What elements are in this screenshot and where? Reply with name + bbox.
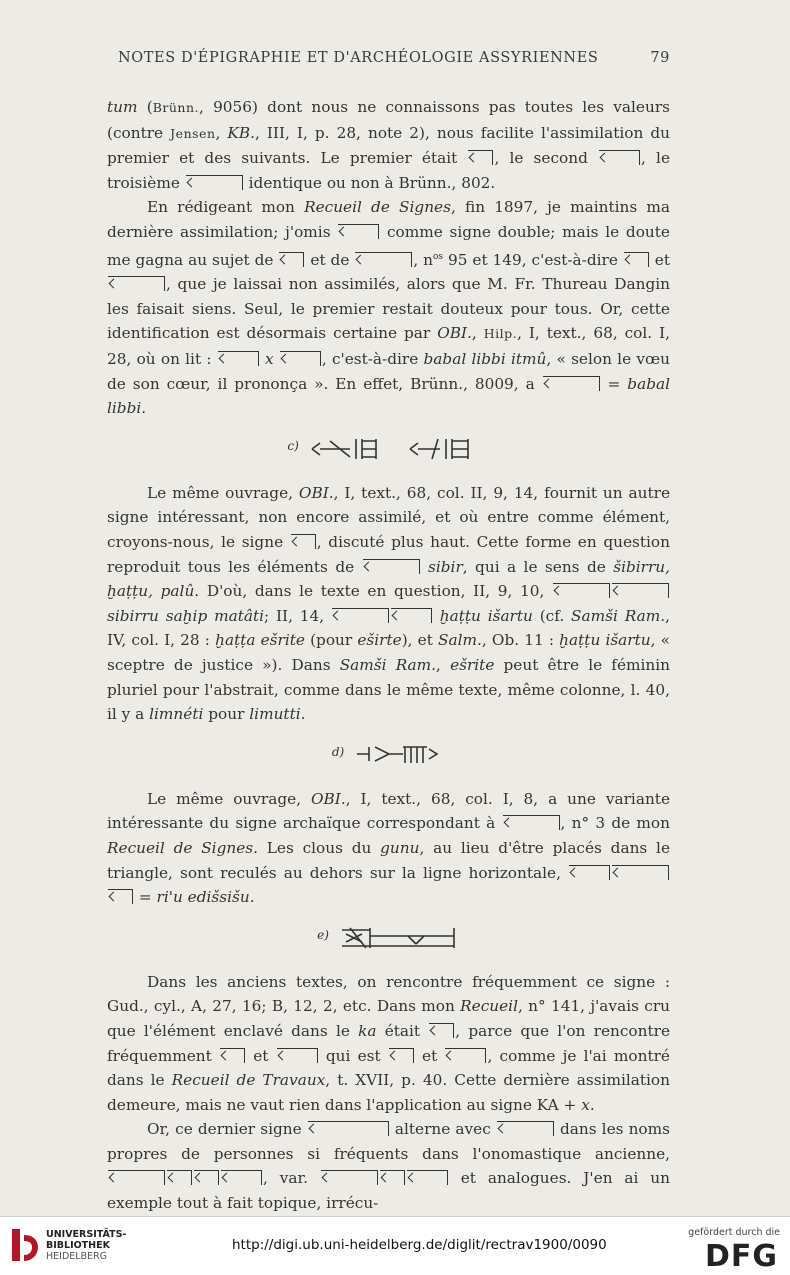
text-run: , le second	[494, 149, 599, 168]
text-run: x	[259, 350, 279, 369]
text-run: ḫaṭṭu išartu	[559, 631, 651, 650]
text-run: , « sceptre de justice »). Dans	[107, 631, 670, 674]
text-run: KB.	[227, 123, 255, 142]
cuneiform-sign	[332, 608, 389, 623]
cuneiform-sign	[321, 1170, 378, 1185]
paragraph-5	[107, 970, 670, 1118]
text-run: , qui a le sens de	[462, 557, 614, 576]
text-run: peut être le féminin pluriel pour l'abstrait, comme dans le même texte, même colonne, l. 40, il y a	[107, 655, 670, 724]
text-run: pour	[203, 705, 250, 724]
text-run: Recueil de Signes	[107, 838, 254, 857]
text-run: , var.	[263, 1169, 320, 1188]
cuneiform-sign	[612, 583, 669, 598]
sign-c-label: c)	[287, 438, 299, 453]
cuneiform-sign	[407, 1170, 448, 1185]
text-run: qui est	[318, 1046, 388, 1065]
text-run: Brünn.	[152, 100, 199, 115]
viewer-footer	[0, 1216, 790, 1275]
text-run: , n	[413, 250, 433, 269]
library-line-1: UNIVERSITÄTS-	[46, 1229, 127, 1240]
text-run: , au lieu d'être placés dans le triangle, sont reculés au dehors sur la ligne horizontale,	[107, 838, 670, 882]
sign-e	[107, 922, 670, 958]
text-run: . D'où, dans le texte en question, II, 9, 10,	[194, 582, 553, 601]
text-run: , parce que l'on rencontre fréquemment	[107, 1021, 670, 1065]
text-run: Recueil de Signes	[304, 198, 451, 217]
cuneiform-sign	[391, 608, 432, 623]
sign-e-label: e)	[317, 927, 329, 942]
cuneiform-sign	[624, 252, 649, 267]
paragraph-4	[107, 787, 670, 910]
text-run: os	[433, 251, 444, 262]
page-number: 79	[650, 50, 670, 66]
text-run: Hilp.	[483, 326, 518, 342]
text-run: ,	[436, 655, 451, 674]
text-run: x	[581, 1095, 590, 1114]
text-run: et	[246, 1046, 276, 1065]
cuneiform-sign	[553, 583, 610, 598]
text-run: , « selon le vœu de son cœur, il prononça ». En effet, Brünn., 8009, a	[107, 350, 670, 393]
text-run: Samši Ram.	[339, 655, 437, 674]
text-run: 95 et 149, c'est-à-dire	[443, 250, 623, 269]
text-run: Dans les anciens textes, on rencontre fréquemment ce signe : Gud., cyl., A, 27, 16; B, 12, 2, etc. Dans mon	[107, 972, 670, 1016]
text-run: comme signe double; mais le doute me gagna au sujet de	[107, 222, 670, 269]
library-line-2: BIBLIOTHEK	[46, 1240, 110, 1251]
text-run: , IV, col. I, 28 :	[107, 606, 670, 650]
text-run: .	[249, 888, 255, 907]
cuneiform-sign	[468, 150, 493, 165]
text-run: , 9056) dont nous ne connaissons pas toutes les valeurs (contre	[107, 98, 670, 142]
text-run: (cf.	[532, 606, 572, 625]
text-run: (	[137, 98, 153, 116]
text-run: Salm.	[438, 631, 482, 650]
cuneiform-sign	[380, 1170, 405, 1185]
text-run: identique ou non à Brünn., 802.	[243, 173, 496, 192]
text-run: dans les noms propres de personnes si fréquents dans l'onomastique ancienne,	[107, 1120, 670, 1163]
cuneiform-sign	[221, 1170, 262, 1185]
permalink-url[interactable]: http://digi.ub.uni-heidelberg.de/diglit/rectrav1900/0090	[232, 1237, 607, 1253]
cuneiform-sign	[220, 1048, 245, 1063]
cuneiform-sign	[445, 1048, 486, 1063]
text-run: était	[376, 1021, 429, 1040]
text-run: .	[589, 1095, 595, 1114]
text-run: ri'u edišsišu	[156, 888, 250, 907]
text-run: alterne avec	[389, 1120, 496, 1139]
text-run: . Les clous du	[253, 838, 381, 857]
cuneiform-sign	[612, 865, 669, 880]
text-run: et	[414, 1046, 445, 1065]
cuneiform-sign	[186, 175, 243, 190]
text-run: gunu	[380, 838, 420, 857]
text-run: =	[134, 888, 157, 907]
text-run: Recueil de Travaux	[171, 1071, 326, 1090]
cuneiform-sign	[279, 252, 304, 267]
sign-c-figure	[310, 435, 490, 457]
text-run: OBI.	[437, 324, 472, 343]
paragraph-2	[107, 195, 670, 420]
text-run: Le même ouvrage,	[147, 483, 299, 502]
text-run: ḫaṭṭa ešrite	[215, 631, 305, 650]
text-run: ka	[358, 1021, 377, 1040]
running-title: NOTES D'ÉPIGRAPHIE ET D'ARCHÉOLOGIE ASSYRIENNES	[118, 50, 599, 66]
text-run: .	[300, 705, 306, 724]
sign-d-figure	[355, 741, 445, 763]
body-text	[107, 95, 670, 1216]
text-run: , fin 1897, je maintins ma dernière assimilation; j'omis	[107, 198, 670, 241]
text-run: ), et	[401, 631, 439, 650]
text-run: Recueil	[460, 997, 518, 1016]
text-run: , t. XVII, p. 40. Cette dernière assimilation demeure, mais ne vaut rien dans l'application au signe KA +	[107, 1071, 670, 1114]
sign-c	[107, 433, 670, 469]
text-run: , que je laissai non assimilés, alors que M. Fr. Thureau Dangin les faisait siens. Seul, le premier restait douteux pour tous. Or, cette identification est désormais certaine par	[107, 275, 670, 343]
cuneiform-sign	[497, 1121, 554, 1136]
text-run: ,	[215, 123, 228, 142]
cuneiform-sign	[218, 351, 259, 366]
text-run: , n° 3 de mon	[560, 814, 670, 833]
text-run: et analogues. J'en ai un exemple tout à fait topique, irrécu-	[107, 1169, 671, 1213]
dfg-funding-note: gefördert durch die	[688, 1227, 780, 1238]
text-run: En rédigeant mon	[147, 198, 305, 217]
text-run: eširte	[357, 631, 402, 650]
text-run: limutti	[249, 705, 301, 724]
text-run: , le troisième	[107, 149, 670, 192]
cuneiform-sign	[599, 150, 640, 165]
paragraph-6	[107, 1117, 670, 1215]
cuneiform-sign	[389, 1048, 414, 1063]
cuneiform-sign	[503, 815, 560, 830]
text-run: , n° 141, j'avais cru que l'élément enclavé dans le	[107, 997, 670, 1040]
text-run: Le même ouvrage,	[147, 789, 311, 808]
cuneiform-sign	[569, 865, 610, 880]
text-run: (pour	[304, 631, 358, 650]
cuneiform-sign	[108, 889, 133, 904]
library-line-3: HEIDELBERG	[46, 1251, 108, 1262]
text-run: ,	[471, 324, 484, 343]
text-run: Jensen	[170, 125, 216, 141]
text-run: Or, ce dernier signe	[147, 1120, 307, 1139]
text-run: Samši Ram.	[571, 606, 666, 625]
cuneiform-sign	[280, 351, 321, 366]
text-run: sibir	[420, 557, 463, 576]
cuneiform-sign	[363, 559, 420, 574]
cuneiform-sign	[108, 276, 165, 291]
text-run: ; II, 14,	[264, 606, 331, 625]
text-run: ḫaṭṭu išartu	[432, 606, 533, 625]
text-run: , Ob. 11 :	[481, 631, 560, 650]
text-run: , I, text., 68, col. I, 8, a une variante intéressante du signe archaïque correspondant à	[107, 789, 670, 833]
text-run: sibirru saḫip matâti	[107, 606, 264, 625]
text-run: OBI.	[311, 789, 346, 808]
text-run: , discuté plus haut. Cette forme en question reproduit tous les éléments de	[107, 533, 670, 576]
cuneiform-sign	[194, 1170, 219, 1185]
text-run: OBI.	[298, 483, 334, 502]
dfg-logo: DFG	[704, 1239, 778, 1274]
text-run: , c'est-à-dire	[321, 350, 424, 369]
university-library-name	[46, 1229, 126, 1262]
cuneiform-sign	[277, 1048, 318, 1063]
cuneiform-sign	[308, 1121, 389, 1136]
text-run: tum	[107, 98, 138, 116]
paragraph-1	[107, 95, 670, 195]
cuneiform-sign	[543, 376, 600, 391]
sign-d	[107, 739, 670, 775]
cuneiform-sign	[167, 1170, 192, 1185]
cuneiform-sign	[355, 252, 412, 267]
text-run: , comme je l'ai montré dans le	[107, 1046, 670, 1090]
cuneiform-sign	[338, 224, 379, 239]
cuneiform-sign	[108, 1170, 165, 1185]
text-run: šibirru, ḫaṭṭu, palû	[107, 557, 671, 601]
cuneiform-sign	[291, 534, 316, 549]
text-run: , III, I, p. 28, note 2), nous facilite l'assimilation du premier et des suivants. Le premier était	[107, 123, 670, 168]
text-run: ešrite	[450, 655, 495, 674]
cuneiform-sign	[429, 1023, 454, 1038]
text-run: limnéti	[149, 705, 204, 724]
text-run: babal libbi.	[107, 374, 670, 418]
text-run: =	[600, 374, 628, 393]
sign-d-label: d)	[331, 744, 345, 759]
text-run: , I, text., 68, col. II, 9, 14, fournit un autre signe intéressant, non encore assimilé, et où entre comme élément, croyons-nous, le signe	[107, 483, 670, 551]
text-run: babal libbi itmû	[423, 350, 547, 369]
text-run: , I, text., 68, col. I, 28, où on lit :	[107, 324, 670, 369]
university-library-logo-icon	[8, 1225, 42, 1265]
text-run: et de	[305, 250, 355, 269]
paragraph-3	[107, 481, 670, 727]
sign-e-figure	[340, 924, 460, 946]
text-run: et	[649, 250, 670, 269]
